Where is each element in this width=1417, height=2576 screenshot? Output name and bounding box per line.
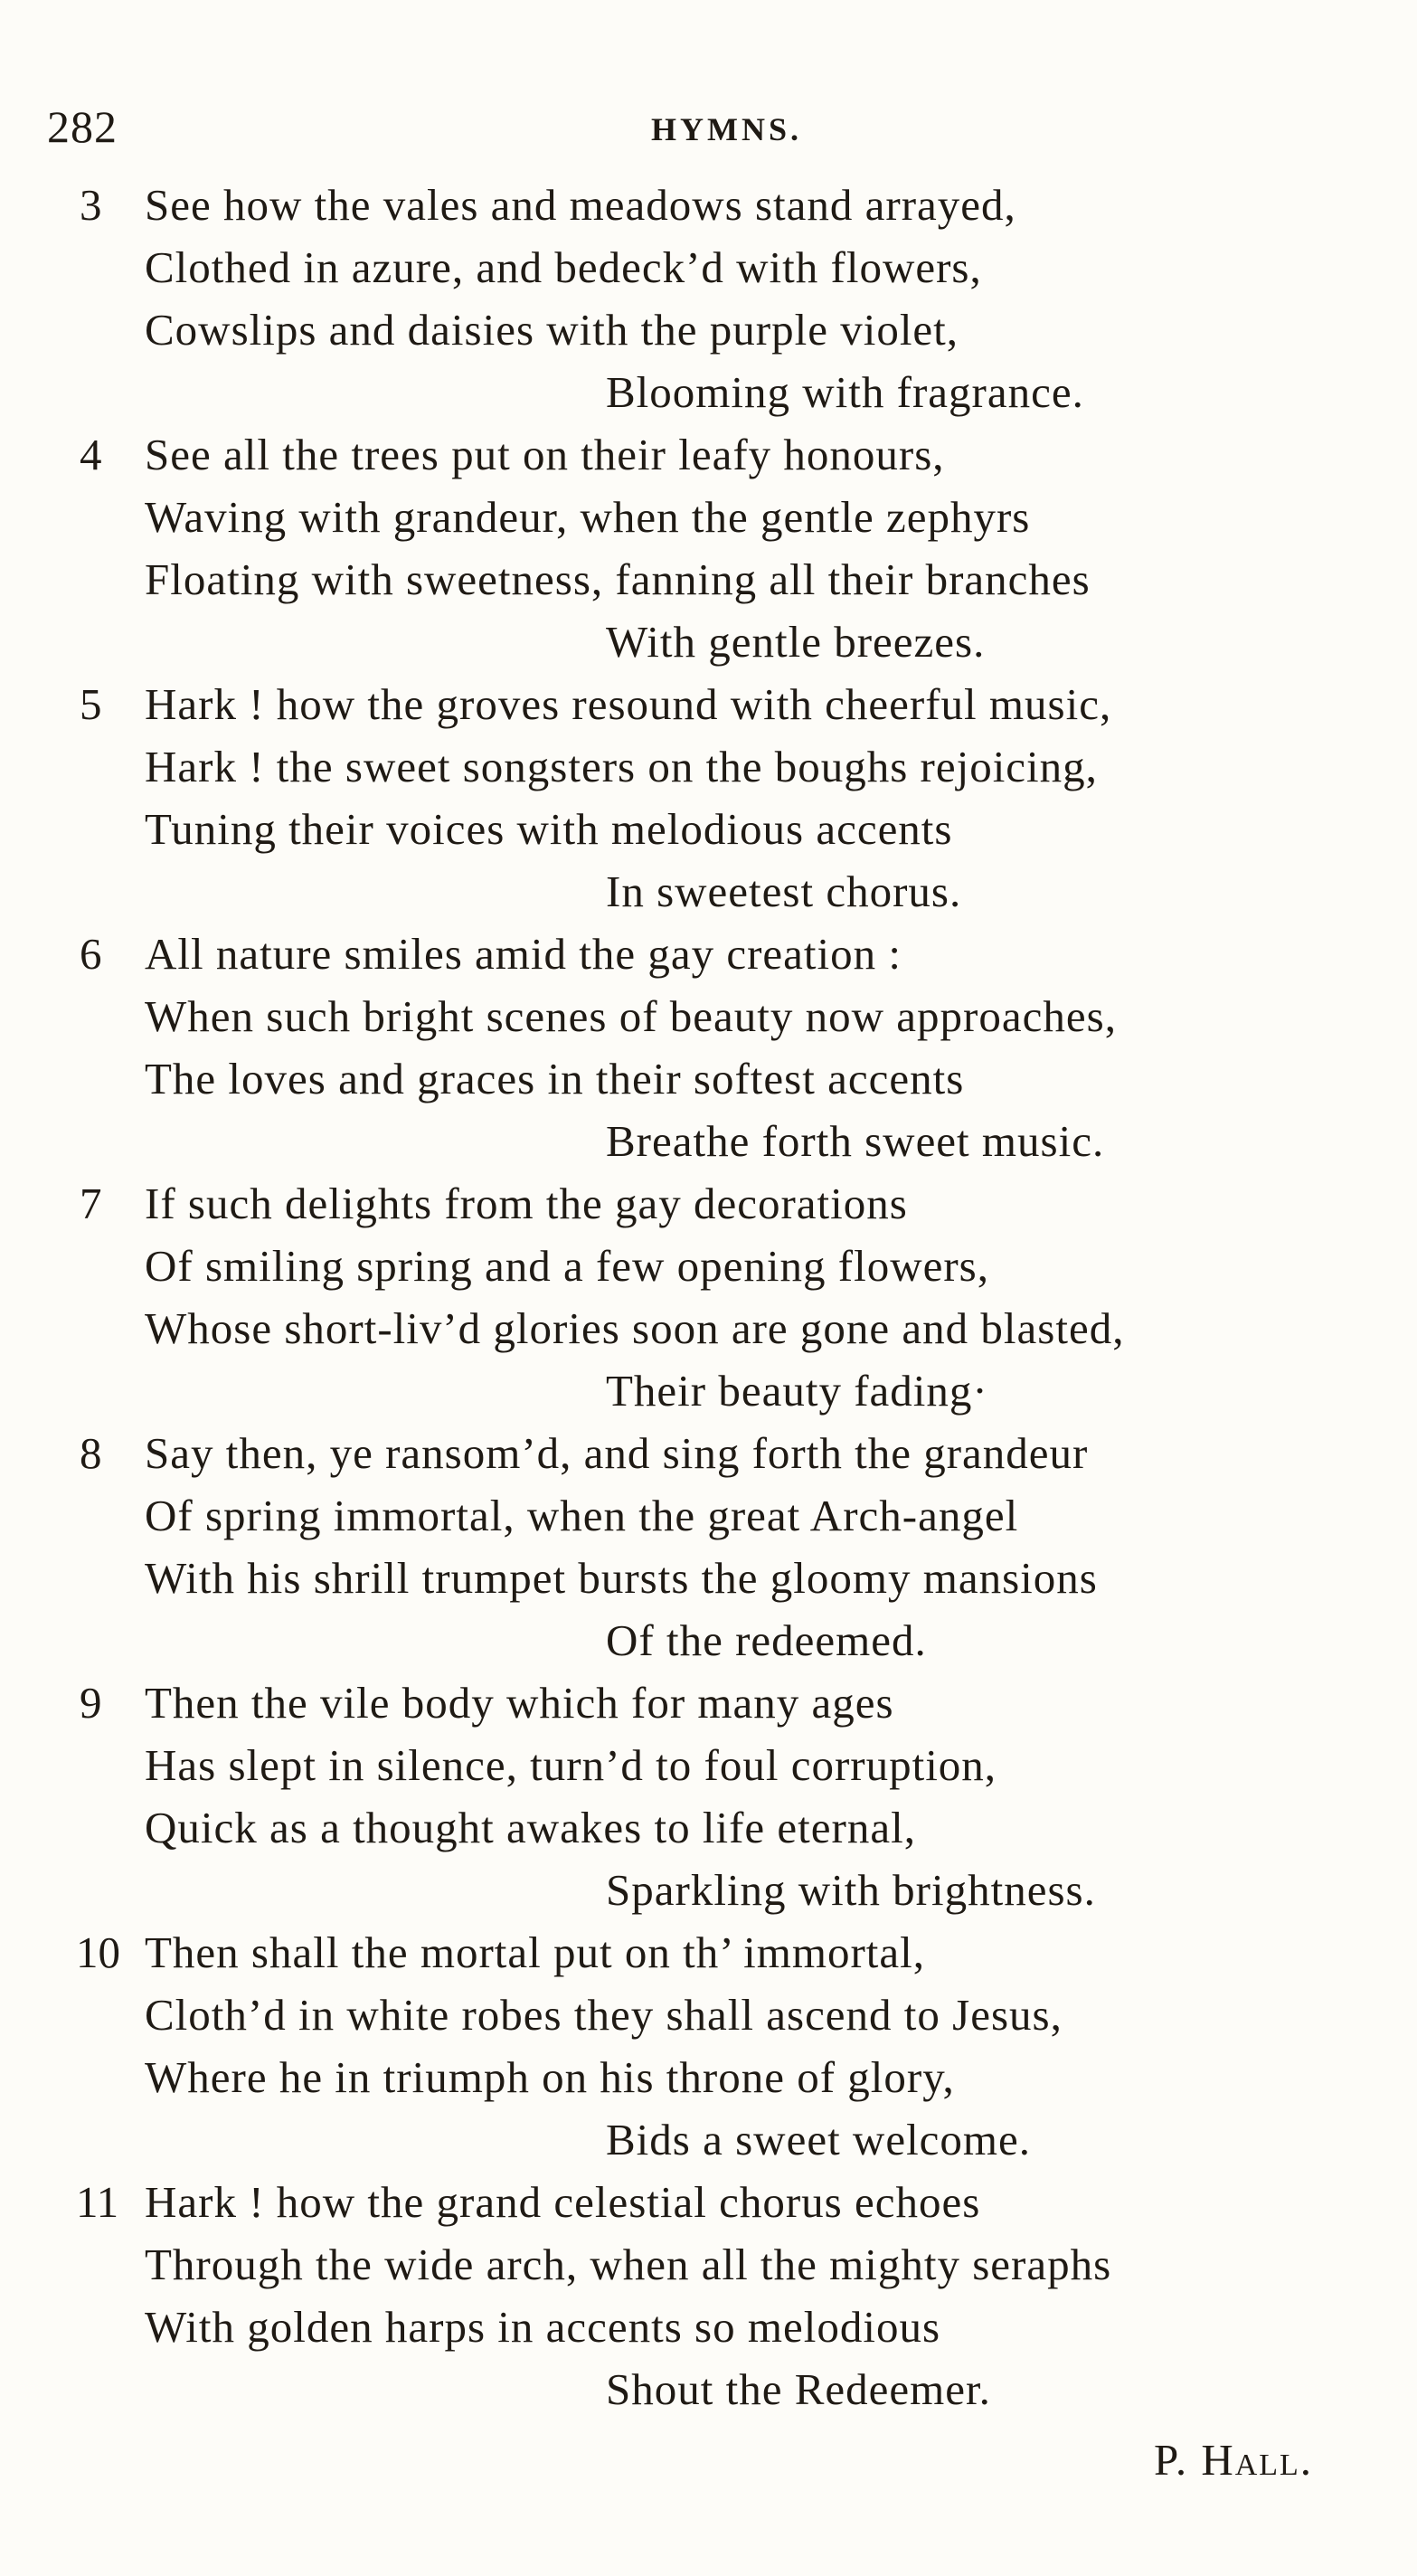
verse-line: See all the trees put on their leafy honours, bbox=[145, 430, 945, 479]
hymn-stanzas bbox=[0, 174, 1417, 2420]
verse-line: Say then, ye ransom’d, and sing forth the grandeur bbox=[145, 1428, 1089, 1478]
verse-refrain-line: Their beauty fading· bbox=[606, 1366, 988, 1416]
verse-line: Whose short-liv’d glories soon are gone and blasted, bbox=[145, 1303, 1125, 1353]
stanza-number: 9 bbox=[80, 1678, 102, 1728]
verse-refrain-line: Sparkling with brightness. bbox=[606, 1865, 1096, 1915]
page-number: 282 bbox=[47, 101, 118, 152]
verse-line: With his shrill trumpet bursts the gloomy mansions bbox=[145, 1553, 1098, 1603]
verse-line: See how the vales and meadows stand arrayed, bbox=[145, 180, 1016, 230]
verse-line: Of spring immortal, when the great Arch-angel bbox=[145, 1491, 1019, 1540]
author-surname-rest: all. bbox=[1234, 2435, 1314, 2485]
page-header bbox=[0, 95, 1417, 158]
stanza-number: 6 bbox=[80, 929, 102, 979]
verse-line: All nature smiles amid the gay creation : bbox=[145, 929, 902, 979]
verse-line: Clothed in azure, and bedeck’d with flowers, bbox=[145, 242, 982, 292]
stanza-number: 10 bbox=[76, 1927, 120, 1977]
verse-line: Of smiling spring and a few opening flowers, bbox=[145, 1241, 989, 1291]
verse-refrain-line: Breathe forth sweet music. bbox=[606, 1116, 1105, 1166]
stanza bbox=[0, 1921, 1417, 2171]
verse-refrain-line: Of the redeemed. bbox=[606, 1615, 927, 1665]
stanza-number: 5 bbox=[80, 679, 102, 729]
verse-line: Quick as a thought awakes to life eternal, bbox=[145, 1803, 916, 1852]
stanza bbox=[0, 673, 1417, 923]
verse-line: Waving with grandeur, when the gentle zephyrs bbox=[145, 492, 1031, 542]
verse-line: Floating with sweetness, fanning all their branches bbox=[145, 554, 1091, 604]
verse-line: Cowslips and daisies with the purple violet, bbox=[145, 305, 959, 355]
verse-line: Then the vile body which for many ages bbox=[145, 1678, 894, 1728]
verse-line: Where he in triumph on his throne of glory, bbox=[145, 2052, 955, 2102]
author-initial: P. H bbox=[1154, 2435, 1235, 2485]
verse-line: Hark ! the sweet songsters on the boughs rejoicing, bbox=[145, 742, 1098, 791]
verse-line: With golden harps in accents so melodious bbox=[145, 2302, 941, 2352]
verse-line: Hark ! how the groves resound with cheerful music, bbox=[145, 679, 1112, 729]
verse-line: Hark ! how the grand celestial chorus echoes bbox=[145, 2177, 981, 2227]
verse-refrain-line: In sweetest chorus. bbox=[606, 867, 962, 916]
verse-line: Cloth’d in white robes they shall ascend to Jesus, bbox=[145, 1990, 1063, 2040]
verse-refrain-line: Shout the Redeemer. bbox=[606, 2364, 991, 2414]
stanza-number: 3 bbox=[80, 180, 102, 230]
stanza-number: 7 bbox=[80, 1179, 102, 1228]
stanza-number: 8 bbox=[80, 1428, 102, 1478]
stanza bbox=[0, 923, 1417, 1172]
stanza bbox=[0, 2171, 1417, 2420]
verse-refrain-line: Blooming with fragrance. bbox=[606, 367, 1084, 417]
verse-line: If such delights from the gay decorations bbox=[145, 1179, 908, 1228]
stanza bbox=[0, 1672, 1417, 1921]
stanza bbox=[0, 1172, 1417, 1422]
verse-line: Has slept in silence, turn’d to foul corruption, bbox=[145, 1740, 997, 1790]
verse-line: Tuning their voices with melodious accents bbox=[145, 804, 953, 854]
author-attribution bbox=[1154, 2429, 1313, 2491]
stanza bbox=[0, 174, 1417, 423]
verse-line: Through the wide arch, when all the mighty seraphs bbox=[145, 2240, 1112, 2289]
verse-refrain-line: With gentle breezes. bbox=[606, 617, 986, 667]
stanza-number: 11 bbox=[76, 2177, 119, 2227]
stanza bbox=[0, 423, 1417, 673]
verse-line: When such bright scenes of beauty now approaches, bbox=[145, 991, 1117, 1041]
stanza bbox=[0, 1422, 1417, 1672]
verse-line: The loves and graces in their softest accents bbox=[145, 1054, 965, 1103]
verse-line: Then shall the mortal put on th’ immortal, bbox=[145, 1927, 926, 1977]
running-head: HYMNS. bbox=[651, 111, 802, 147]
verse-refrain-line: Bids a sweet welcome. bbox=[606, 2115, 1032, 2164]
stanza-number: 4 bbox=[80, 430, 102, 479]
